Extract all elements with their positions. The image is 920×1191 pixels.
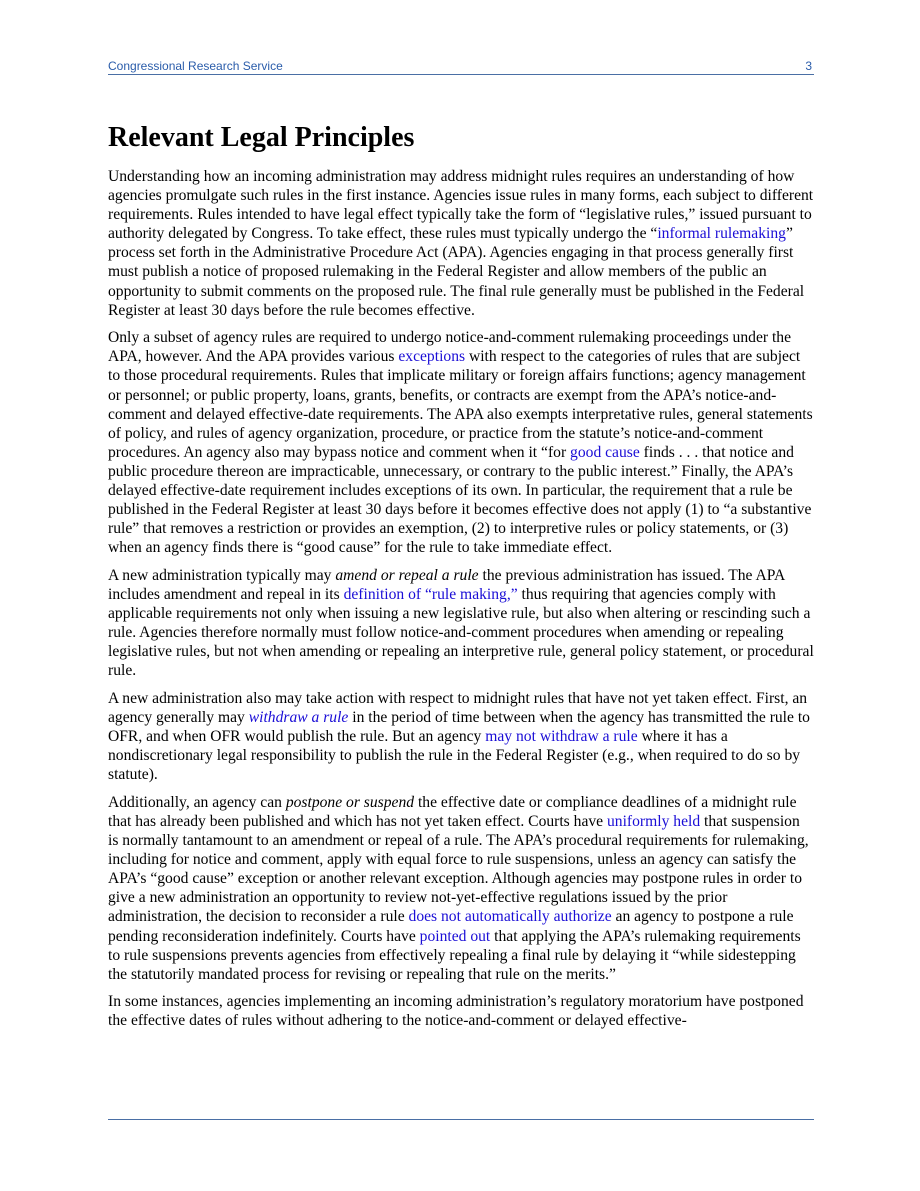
text-span: A new administration typically may bbox=[108, 566, 336, 584]
text-span: finds . . . that notice and public procedure thereon are impracticable, unnecessary, or contrary to the public interest.” Finally, the APA’s delayed effective-date requirement includes exceptions of its own. In particular, the requirement that a rule be published in the Federal Register at least 30 days before it becomes effective does not apply (1) to “a substantive rule” that removes a restriction or provides an exemption, (2) to interpretive rules or policy statements, or (3) when an agency finds there is “good cause” for the rule to take immediate effect. bbox=[108, 443, 812, 557]
emphasis-postpone-or-suspend: postpone or suspend bbox=[285, 793, 415, 811]
link-withdraw-a-rule[interactable]: withdraw a rule bbox=[248, 709, 349, 727]
text-span: In some instances, agencies implementing an incoming administration’s regulatory moratorium have postponed the effective dates of rules without adhering to the notice-and-comment or delayed effective- bbox=[108, 993, 804, 1030]
text-span: Additionally, an agency can bbox=[108, 793, 286, 811]
text-span: an agency to postpone a rule pending reconsideration indefinitely. Courts have bbox=[108, 908, 794, 945]
paragraph-1 bbox=[108, 167, 814, 320]
link-definition-rule-making[interactable]: definition of “rule making,” bbox=[343, 585, 518, 603]
text-span: with respect to the categories of rules that are subject to those procedural requirements. Rules that implicate military or foreign affairs functions; agency management or personnel; or public property, loans, grants, benefits, or contracts are exempt from the APA’s notice-and-comment and delayed effective-date requirements. The APA also exempts interpretative rules, general statements of policy, and rules of agency organization, procedure, or practice from the statute’s notice-and-comment procedures. An agency also may bypass notice and comment when it “for bbox=[108, 348, 813, 461]
text-span: that applying the APA’s rulemaking requirements to rule suspensions prevents agencies from effectively repealing a final rule by delaying it “while sidestepping the statutorily mandated process for revising or repealing that rule on the merits.” bbox=[108, 927, 801, 983]
text-span: A new administration also may take action with respect to midnight rules that have not yet taken effect. First, an agency generally may bbox=[108, 689, 808, 727]
page-number: 3 bbox=[805, 59, 812, 73]
link-informal-rulemaking[interactable]: informal rulemaking bbox=[657, 225, 786, 243]
paragraph-3 bbox=[108, 566, 814, 681]
text-span: ” process set forth in the Administrative Procedure Act (APA). Agencies engaging in that process generally first must publish a notice of proposed rulemaking in the Federal Register and allow members of the public an opportunity to submit comments on the proposed rule. The final rule generally must be published in the Federal Register at least 30 days before the rule becomes effective. bbox=[108, 225, 805, 319]
paragraph-2 bbox=[108, 328, 814, 557]
text-span: in the period of time between when the agency has transmitted the rule to OFR, and when OFR would publish the rule. But an agency bbox=[108, 709, 810, 746]
text-span: thus requiring that agencies comply with applicable requirements not only when issuing a new legislative rule, but also when altering or rescinding such a rule. Agencies therefore normally must follow notice-and-comment procedures when amending or repealing legislative rules, but not when amending or repealing an interpretive rule, general policy statement, or procedural rule. bbox=[108, 585, 814, 680]
text-span: where it has a nondiscretionary legal responsibility to publish the rule in the Federal Register (e.g., when required to do so by statute). bbox=[108, 728, 801, 784]
link-does-not-automatically-authorize[interactable]: does not automatically authorize bbox=[408, 908, 612, 926]
body-text bbox=[108, 167, 814, 1039]
emphasis-amend-or-repeal: amend or repeal a rule bbox=[335, 566, 479, 584]
text-span: the effective date or compliance deadlines of a midnight rule that has already been published and which has not yet taken effect. Courts have bbox=[108, 793, 797, 830]
section-heading: Relevant Legal Principles bbox=[108, 122, 415, 153]
paragraph-5 bbox=[108, 793, 814, 984]
link-may-not-withdraw[interactable]: may not withdraw a rule bbox=[485, 728, 638, 746]
link-pointed-out[interactable]: pointed out bbox=[419, 927, 491, 945]
running-header bbox=[108, 58, 814, 75]
text-span: the previous administration has issued. The APA includes amendment and repeal in its bbox=[108, 566, 785, 603]
text-span: Only a subset of agency rules are required to undergo notice-and-comment rulemaking proceedings under the APA, however. And the APA provides various bbox=[108, 329, 792, 366]
link-uniformly-held[interactable]: uniformly held bbox=[607, 813, 701, 830]
footer-divider bbox=[108, 1119, 814, 1120]
link-exceptions[interactable]: exceptions bbox=[398, 348, 466, 366]
link-good-cause[interactable]: good cause bbox=[570, 443, 640, 461]
header-source: Congressional Research Service bbox=[108, 59, 283, 73]
paragraph-4 bbox=[108, 689, 814, 784]
text-span: Understanding how an incoming administration may address midnight rules requires an understanding of how agencies promulgate such rules in the first instance. Agencies issue rules in many forms, each subject to different requirements. Rules intended to have legal effect typically take the form of “legislative rules,” issued pursuant to authority delegated by Congress. To take effect, these rules must typically undergo the “ bbox=[108, 168, 814, 243]
text-span: that suspension is normally tantamount to an amendment or repeal of a rule. The APA’s procedural requirements for rulemaking, including for notice and comment, apply with equal force to rule suspensions, unless an agency can satisfy the APA’s “good cause” exception or another relevant exception. Although agencies may postpone rules in order to give a new administration an opportunity to review not-yet-effective regulations issued by the prior administration, the decision to reconsider a rule bbox=[108, 813, 809, 926]
paragraph-6 bbox=[108, 992, 814, 1030]
